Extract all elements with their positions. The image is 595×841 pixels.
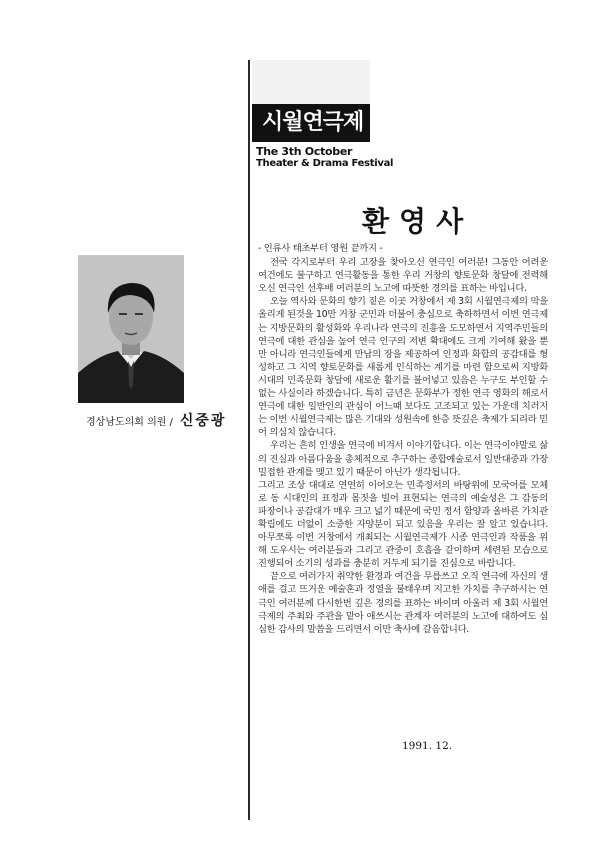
speech-paragraph: 그리고 조상 대대로 연연히 이어오는 민족정서의 바탕위에 모국어를 모체로 동 시대인의 표정과 몸짓을 빌어 표현되는 연극의 예술성은 그 감동의 파장이나 공감대가 매우 크고 넓기 때문에 국민 정서 함양과 올바른 가치관 확립에도 더없이 소중한 자양분이 되고 있음을 우리는 잘 알고 있습니다. 아무쪼록 이번 거창에서 개최되는 시월연극제가 시종 연극인과 작품을 위해 도우시는 여러분들과 그리고 관중이 호흡을 같이하며 세련된 모습으로 진행되어 소기의 성과를 충분히 거두게 되기를 진심으로 바랍니다.	[258, 479, 548, 570]
speech-paragraph: 우리는 흔히 인생을 연극에 비겨서 이야기합니다. 이는 연극이야말로 삶의 진실과 아름다움을 총체적으로 추구하는 종합예술로서 일반대중과 가장 밀접한 관계를 맺고 있기 때문이 아닌가 생각됩니다.	[258, 440, 548, 478]
festival-subtitle-line2: Theater & Drama Festival	[256, 158, 394, 169]
speech-date: 1991. 12.	[402, 740, 453, 752]
festival-subtitle-line1: The 3th October	[256, 145, 353, 158]
speech-paragraph: 전국 각지로부터 우리 고장을 찾아오신 연극인 여러분! 그동안 어려운 여건에도 불구하고 연극활동을 통한 우리 거창의 향토문화 창달에 전력해 오신 연극인 선후배 여러분의 노고에 따뜻한 경의를 표하는 바입니다.	[258, 257, 548, 295]
caption-separator: /	[169, 417, 173, 428]
title-header-shade	[252, 60, 370, 104]
speech-paragraph: 끝으로 여러가지 취약한 환경과 여건을 무릅쓰고 오직 연극에 자신의 생애를 걸고 뜨거운 예술혼과 정열을 불태우며 지고한 가치를 추구하시는 연극인 여러분께 다시한번 깊은 경의를 표하는 바이며 아울러 제 3회 시월연극제의 주최와 주관을 맡아 애쓰시는 관계자 여러분의 노고에 대하여도 심심한 감사의 말씀을 드리면서 이만 축사에 갈음합니다.	[258, 571, 548, 635]
festival-title: 시월연극제	[252, 104, 370, 142]
speech-subtitle: - 인류사 태초부터 영원 끝까지 -	[258, 243, 383, 254]
vertical-divider	[248, 60, 250, 820]
author-portrait-photo	[78, 255, 184, 403]
portrait-illustration	[78, 255, 184, 403]
author-name: 신중광	[179, 413, 227, 429]
page-heading: 환영사	[362, 205, 474, 238]
speech-paragraph: 오늘 역사와 문화의 향기 짙은 이곳 거창에서 제 3회 시월연극제의 막을 올리게 된것을 10만 거창 군민과 더불어 충심으로 축하하면서 이번 연극제는 지방문화의 활성화와 우리나라 연극의 진흥을 도모하면서 지역주민들의 연극에 대한 관심을 높여 연극 인구의 저변 확대에도 크게 기여해 왔을 뿐만 아니라 연극인들에게 만남의 장을 제공하여 인정과 화합의 공감대를 형성하고 그 지역 향토문화를 새롭게 인식하는 계기를 마련 함으로써 지방화 시대의 민족문화 창달에 새로운 활기를 불어넣고 있음은 누구도 부인할 수 없는 사실이라 하겠습니다. 특히 금년은 문화부가 정한 연극 영화의 해로서 연극에 대한 일반인의 관심이 어느때 보다도 고조되고 있는 가운데 치러지는 이번 시월연극제는 많은 기대와 성원속에 한층 뜻깊은 축제가 되리라 믿어 의심치 않습니다.	[258, 296, 548, 439]
author-caption	[86, 410, 226, 430]
author-affiliation: 경상남도의회 의원	[86, 417, 167, 428]
welcome-speech-body	[258, 242, 548, 636]
